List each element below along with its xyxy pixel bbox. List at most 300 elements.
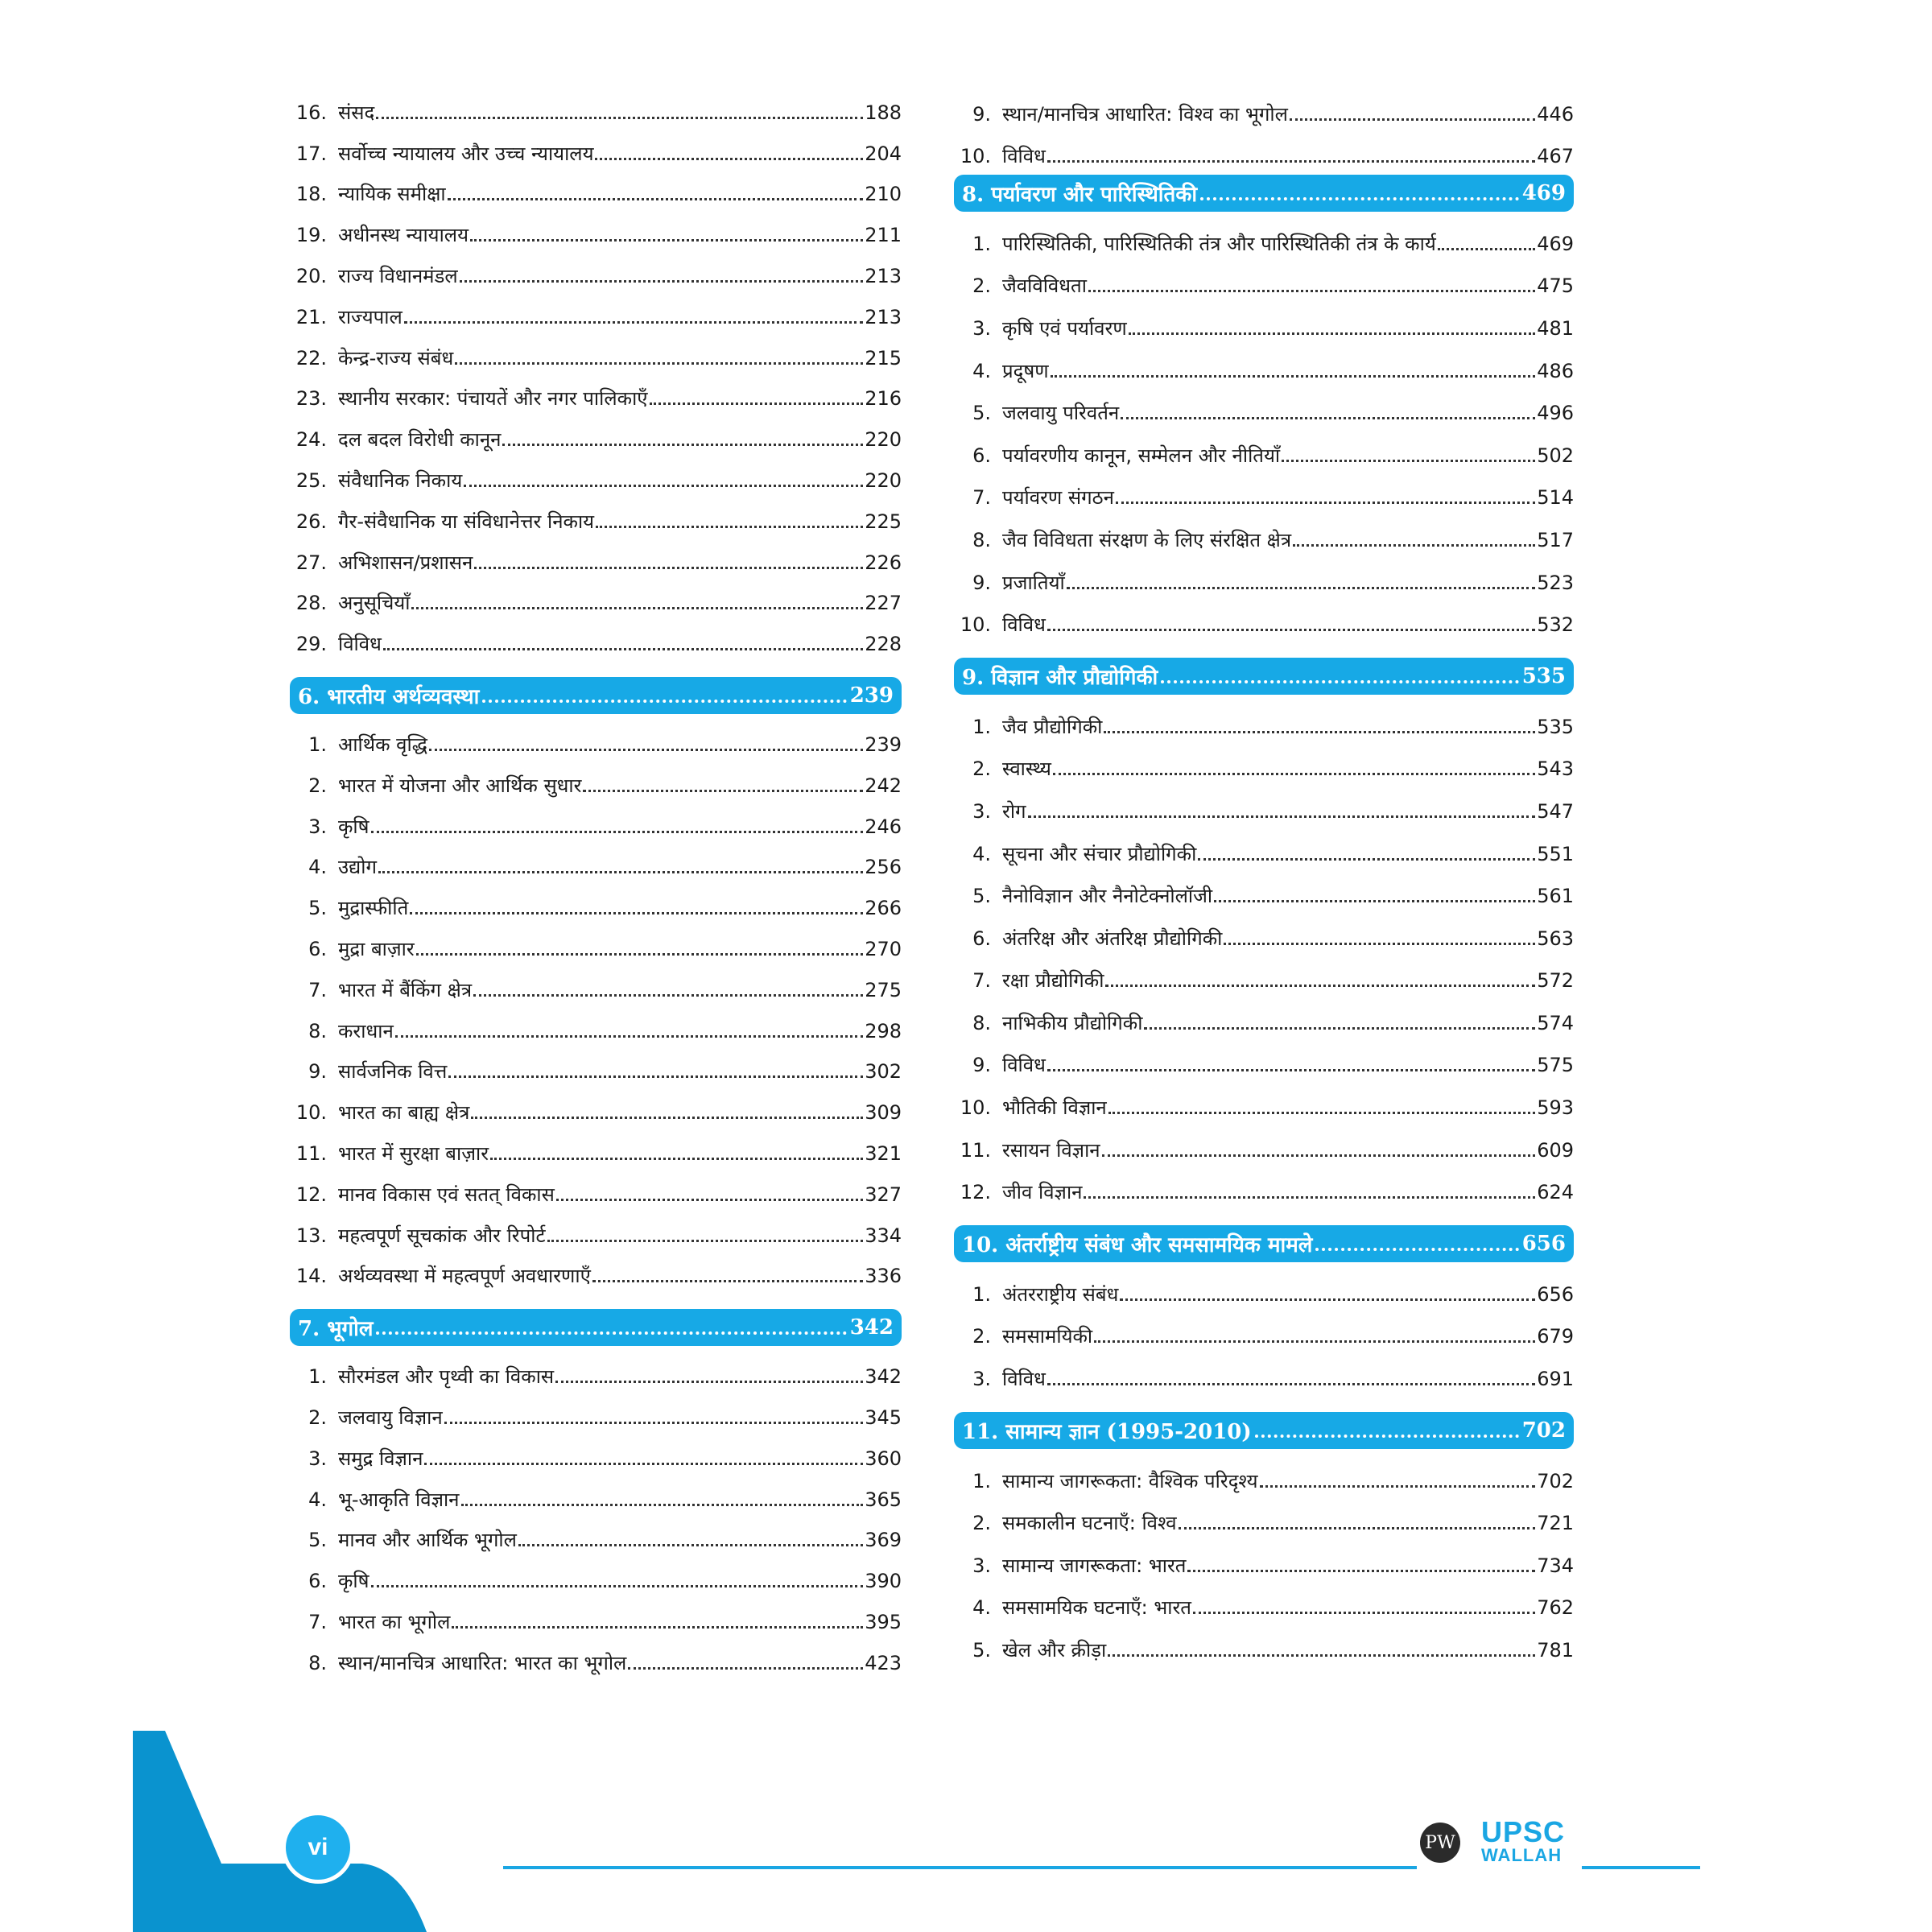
toc-entry[interactable] xyxy=(954,866,1574,909)
toc-entry-title: समसामयिकी xyxy=(1002,1325,1093,1348)
toc-entry-title: स्थान/मानचित्र आधारित: विश्व का भूगोल xyxy=(1002,102,1288,126)
toc-entry-number: 5. xyxy=(972,1639,991,1662)
toc-entry-title: नैनोविज्ञान और नैनोटेक्नोलॉजी xyxy=(1002,885,1213,908)
toc-entry[interactable] xyxy=(290,1552,902,1593)
toc-entry-title: प्रदूषण xyxy=(1002,359,1049,382)
toc-entry-page: 467 xyxy=(1537,145,1574,168)
toc-entry-number: 23. xyxy=(295,387,327,411)
dot-leader xyxy=(1224,943,1535,945)
dot-leader xyxy=(1051,375,1536,378)
toc-entry[interactable] xyxy=(290,1125,902,1166)
toc-entry-number: 1. xyxy=(308,733,327,756)
toc-entry-number: 7. xyxy=(308,978,327,1001)
toc-entry-page: 321 xyxy=(865,1141,902,1165)
toc-entry-number: 2. xyxy=(972,275,991,298)
toc-entry-page: 517 xyxy=(1537,528,1574,551)
toc-entry[interactable] xyxy=(954,1348,1574,1391)
toc-entry-number: 1. xyxy=(972,1469,991,1492)
toc-entry-title: सौरमंडल और पृथ्वी का विकास xyxy=(338,1365,555,1389)
toc-entry-page: 242 xyxy=(865,774,902,797)
toc-entry[interactable] xyxy=(954,341,1574,383)
toc-entry-number: 6. xyxy=(308,937,327,960)
toc-entry-page: 574 xyxy=(1537,1011,1574,1034)
toc-entry-page: 220 xyxy=(865,428,902,452)
toc-entry-page: 702 xyxy=(1537,1469,1574,1492)
toc-entry-number: 29. xyxy=(295,633,327,656)
toc-entry-number: 5. xyxy=(972,885,991,908)
toc-entry-number: 18. xyxy=(295,183,327,206)
toc-entry-page: 691 xyxy=(1537,1368,1574,1391)
toc-entry[interactable] xyxy=(290,757,902,798)
dot-leader xyxy=(460,280,864,283)
toc-entry-title: विविध xyxy=(1002,1054,1046,1077)
toc-entry-number: 4. xyxy=(972,1596,991,1620)
dot-leader xyxy=(411,607,863,609)
toc-entry[interactable] xyxy=(954,468,1574,510)
toc-entry-page: 575 xyxy=(1537,1054,1574,1077)
toc-entry[interactable] xyxy=(954,1451,1574,1493)
toc-entry[interactable] xyxy=(290,166,902,207)
toc-entry-number: 2. xyxy=(972,1512,991,1535)
toc-entry[interactable] xyxy=(290,1043,902,1084)
toc-entry-page: 502 xyxy=(1537,444,1574,467)
toc-entry-title: रसायन विज्ञान xyxy=(1002,1138,1100,1162)
brand-logo-text: PW xyxy=(1425,1832,1455,1853)
toc-entry-title: जलवायु विज्ञान xyxy=(338,1406,443,1429)
toc-entry-number: 9. xyxy=(972,571,991,594)
page-number-badge xyxy=(282,1811,354,1884)
toc-entry[interactable] xyxy=(290,1471,902,1512)
dot-leader xyxy=(371,831,864,833)
toc-entry[interactable] xyxy=(954,908,1574,951)
toc-entry-title: भौतिकी विज्ञान xyxy=(1002,1096,1107,1120)
toc-entry-title: जलवायु परिवर्तन xyxy=(1002,402,1120,425)
toc-entry[interactable] xyxy=(290,575,902,616)
dot-leader xyxy=(1053,773,1535,775)
toc-entry-title: विविध xyxy=(1002,145,1046,168)
toc-entry-page: 446 xyxy=(1537,102,1574,126)
section-heading-title: 10. अंतर्राष्ट्रीय संबंध और समसामयिक मामले xyxy=(962,1233,1313,1258)
toc-entry[interactable] xyxy=(290,716,902,757)
toc-entry-title: प्रजातियाँ xyxy=(1002,571,1065,594)
toc-entry-number: 2. xyxy=(308,1406,327,1429)
toc-entry[interactable] xyxy=(290,1166,902,1207)
toc-entry-page: 481 xyxy=(1537,316,1574,340)
toc-entry-page: 593 xyxy=(1537,1096,1574,1120)
toc-entry-title: गैर-संवैधानिक या संविधानेत्तर निकाय xyxy=(338,510,595,533)
toc-entry-number: 1. xyxy=(972,1282,991,1306)
toc-entry-number: 8. xyxy=(308,1019,327,1042)
toc-entry[interactable] xyxy=(954,383,1574,426)
toc-entry-title: मुद्रास्फीति xyxy=(338,897,409,920)
toc-entry-number: 5. xyxy=(308,1529,327,1552)
dot-leader xyxy=(1067,587,1535,589)
toc-entry[interactable] xyxy=(290,1634,902,1675)
toc-entry-page: 204 xyxy=(865,142,902,165)
dot-leader xyxy=(1120,1298,1535,1301)
toc-entry[interactable] xyxy=(954,298,1574,341)
toc-entry-page: 256 xyxy=(865,856,902,879)
toc-entry-page: 475 xyxy=(1537,275,1574,298)
toc-entry[interactable] xyxy=(954,1493,1574,1536)
toc-entry-page: 469 xyxy=(1537,232,1574,255)
toc-entry-number: 28. xyxy=(295,592,327,615)
toc-entry-page: 270 xyxy=(865,937,902,960)
toc-entry[interactable] xyxy=(954,1120,1574,1162)
toc-entry-page: 239 xyxy=(865,733,902,756)
toc-entry-number: 4. xyxy=(972,842,991,865)
toc-entry-page: 275 xyxy=(865,978,902,1001)
toc-entry-page: 395 xyxy=(865,1610,902,1633)
toc-entry[interactable] xyxy=(290,125,902,166)
toc-entry-page: 225 xyxy=(865,510,902,533)
dot-leader xyxy=(448,1075,863,1078)
toc-entry[interactable] xyxy=(290,329,902,370)
toc-entry[interactable] xyxy=(954,951,1574,993)
dot-leader xyxy=(448,198,864,200)
toc-entry-page: 551 xyxy=(1537,842,1574,865)
toc-entry[interactable] xyxy=(954,1307,1574,1349)
toc-entry-page: 535 xyxy=(1537,715,1574,738)
toc-entry-number: 2. xyxy=(308,774,327,797)
section-heading-title: 7. भूगोल xyxy=(298,1317,374,1342)
toc-entry-page: 360 xyxy=(865,1447,902,1470)
toc-entry-page: 563 xyxy=(1537,927,1574,950)
toc-entry-page: 298 xyxy=(865,1019,902,1042)
toc-entry[interactable] xyxy=(290,879,902,920)
toc-entry[interactable] xyxy=(954,993,1574,1035)
toc-entry[interactable] xyxy=(290,1593,902,1634)
toc-entry-title: रक्षा प्रौद्योगिकी xyxy=(1002,969,1104,993)
toc-entry-number: 9. xyxy=(972,1054,991,1077)
toc-entry-page: 336 xyxy=(865,1265,902,1288)
toc-entry[interactable] xyxy=(954,781,1574,824)
toc-entry-page: 734 xyxy=(1537,1554,1574,1577)
toc-entry-title: जैवविविधता xyxy=(1002,275,1087,298)
toc-entry[interactable] xyxy=(954,552,1574,595)
dot-leader xyxy=(1161,680,1518,683)
toc-entry[interactable] xyxy=(954,824,1574,866)
dot-leader xyxy=(1198,858,1535,861)
dot-leader xyxy=(628,1667,863,1670)
toc-entry-number: 8. xyxy=(972,528,991,551)
toc-entry-number: 6. xyxy=(972,927,991,950)
toc-entry[interactable] xyxy=(954,256,1574,299)
toc-entry-title: जैव विविधता संरक्षण के लिए संरक्षित क्षेत्र xyxy=(1002,528,1292,551)
toc-entry-title: संवैधानिक निकाय xyxy=(338,469,463,492)
toc-entry-page: 781 xyxy=(1537,1639,1574,1662)
toc-entry-number: 11. xyxy=(960,1138,991,1162)
dot-leader xyxy=(592,1280,863,1282)
toc-entry-number: 26. xyxy=(295,510,327,533)
toc-entry[interactable] xyxy=(954,739,1574,782)
toc-entry[interactable] xyxy=(954,696,1574,739)
dot-leader xyxy=(547,1240,864,1242)
toc-entry[interactable] xyxy=(954,1535,1574,1578)
toc-entry[interactable] xyxy=(290,920,902,961)
toc-entry-title: आर्थिक वृद्धि xyxy=(338,733,427,756)
toc-entry[interactable] xyxy=(954,1578,1574,1620)
toc-entry[interactable] xyxy=(954,84,1574,126)
toc-entry-page: 656 xyxy=(1537,1282,1574,1306)
toc-entry-title: भारत में योजना और आर्थिक सुधार xyxy=(338,774,582,797)
toc-entry-title: भू-आकृति विज्ञान xyxy=(338,1488,460,1511)
toc-entry[interactable] xyxy=(290,798,902,839)
pw-logo-icon xyxy=(1420,1823,1460,1863)
toc-entry[interactable] xyxy=(290,839,902,880)
toc-entry-title: रोग xyxy=(1002,799,1026,823)
dot-leader xyxy=(1260,1485,1536,1488)
toc-entry-number: 1. xyxy=(308,1365,327,1389)
toc-entry-page: 532 xyxy=(1537,613,1574,637)
toc-entry-number: 1. xyxy=(972,715,991,738)
toc-entry-page: 342 xyxy=(865,1365,902,1389)
dot-leader xyxy=(424,1463,863,1465)
toc-entry[interactable] xyxy=(290,1389,902,1430)
toc-entry-title: कृषि xyxy=(338,1570,369,1593)
toc-entry-title: कराधान xyxy=(338,1019,394,1042)
section-heading-page: 342 xyxy=(849,1315,894,1340)
toc-entry-title: विविध xyxy=(1002,613,1046,637)
toc-entry-title: समकालीन घटनाएँ: विश्व xyxy=(1002,1512,1177,1535)
section-heading[interactable] xyxy=(954,658,1574,695)
toc-entry-number: 2. xyxy=(972,758,991,781)
toc-entry-number: 3. xyxy=(972,1554,991,1577)
toc-entry[interactable] xyxy=(290,1002,902,1043)
toc-entry-number: 10. xyxy=(960,145,991,168)
dot-leader xyxy=(404,321,863,324)
dot-leader xyxy=(518,1544,863,1546)
dot-leader xyxy=(474,567,863,569)
toc-entry-title: भारत में सुरक्षा बाज़ार xyxy=(338,1141,489,1165)
toc-entry-number: 12. xyxy=(960,1181,991,1204)
toc-entry-page: 266 xyxy=(865,897,902,920)
section-heading-page: 469 xyxy=(1521,181,1566,206)
toc-entry[interactable] xyxy=(290,1207,902,1248)
toc-entry-page: 423 xyxy=(865,1651,902,1674)
section-heading-page: 239 xyxy=(849,683,894,708)
dot-leader xyxy=(1315,1248,1518,1251)
toc-entry-title: अर्थव्यवस्था में महत्वपूर्ण अवधारणाएँ xyxy=(338,1265,591,1288)
dot-leader xyxy=(1255,1435,1519,1438)
toc-entry[interactable] xyxy=(290,452,902,493)
dot-leader xyxy=(1028,815,1536,818)
section-heading-title: 11. सामान्य ज्ञान (1995-2010) xyxy=(962,1420,1252,1445)
toc-entry-title: स्थान/मानचित्र आधारित: भारत का भूगोल xyxy=(338,1651,627,1674)
toc-entry-page: 486 xyxy=(1537,359,1574,382)
toc-entry-title: विविध xyxy=(1002,1368,1046,1391)
toc-entry-number: 3. xyxy=(972,799,991,823)
dot-leader xyxy=(502,444,863,446)
toc-entry[interactable] xyxy=(290,1248,902,1289)
toc-entry-title: मुद्रा बाज़ार xyxy=(338,937,415,960)
toc-entry-number: 19. xyxy=(295,224,327,247)
toc-entry-page: 210 xyxy=(865,183,902,206)
toc-entry[interactable] xyxy=(290,288,902,329)
dot-leader xyxy=(490,1158,863,1160)
dot-leader xyxy=(1282,460,1535,462)
toc-entry-title: भारत का बाह्य क्षेत्र xyxy=(338,1101,470,1125)
toc-entry[interactable] xyxy=(290,247,902,288)
toc-entry-title: स्वास्थ्य xyxy=(1002,758,1051,781)
toc-entry[interactable] xyxy=(954,126,1574,169)
dot-leader xyxy=(1108,1112,1535,1114)
toc-entry-page: 721 xyxy=(1537,1512,1574,1535)
dot-leader xyxy=(1200,197,1519,200)
toc-entry[interactable] xyxy=(954,213,1574,256)
toc-entry-title: अभिशासन/प्रशासन xyxy=(338,551,473,574)
toc-entry-title: नाभिकीय प्रौद्योगिकी xyxy=(1002,1011,1143,1034)
dot-leader xyxy=(1179,1527,1536,1530)
section-heading-page: 702 xyxy=(1521,1418,1566,1443)
dot-leader xyxy=(473,994,863,997)
toc-entry-title: भारत में बैंकिंग क्षेत्र xyxy=(338,978,473,1001)
toc-entry[interactable] xyxy=(290,493,902,534)
toc-entry-title: मानव विकास एवं सतत् विकास xyxy=(338,1183,555,1206)
toc-entry-page: 213 xyxy=(865,305,902,328)
dot-leader xyxy=(1084,1196,1535,1199)
toc-entry-title: मानव और आर्थिक भूगोल xyxy=(338,1529,517,1552)
toc-entry[interactable] xyxy=(290,1430,902,1471)
dot-leader xyxy=(1088,290,1535,292)
toc-entry-number: 6. xyxy=(308,1570,327,1593)
section-heading[interactable] xyxy=(954,1412,1574,1449)
dot-leader xyxy=(395,1035,863,1038)
toc-entry-number: 5. xyxy=(972,402,991,425)
dot-leader xyxy=(1214,900,1535,902)
toc-entry-number: 9. xyxy=(308,1060,327,1084)
toc-entry-page: 334 xyxy=(865,1224,902,1247)
toc-entry-number: 7. xyxy=(972,969,991,993)
dot-leader xyxy=(376,1331,846,1335)
toc-entry-number: 5. xyxy=(308,897,327,920)
dot-leader xyxy=(1438,248,1535,250)
section-heading-title: 9. विज्ञान और प्रौद्योगिकी xyxy=(962,666,1158,691)
toc-entry-title: समसामयिक घटनाएँ: भारत xyxy=(1002,1596,1191,1620)
toc-entry[interactable] xyxy=(290,1348,902,1389)
dot-leader xyxy=(461,1504,864,1506)
toc-entry-number: 2. xyxy=(972,1325,991,1348)
dot-leader xyxy=(444,1422,864,1424)
toc-entry[interactable] xyxy=(954,1035,1574,1078)
dot-leader xyxy=(410,912,863,914)
toc-entry-page: 572 xyxy=(1537,969,1574,993)
page-number: vi xyxy=(308,1834,328,1860)
section-heading[interactable] xyxy=(954,1225,1574,1262)
toc-entry[interactable] xyxy=(954,595,1574,638)
toc-entry-title: सार्वजनिक वित्त xyxy=(338,1060,448,1084)
toc-entry[interactable] xyxy=(954,1264,1574,1307)
dot-leader xyxy=(1047,629,1535,631)
toc-entry-page: 609 xyxy=(1537,1138,1574,1162)
brand-sub: WALLAH xyxy=(1481,1845,1563,1865)
toc-entry[interactable] xyxy=(290,411,902,452)
toc-entry-number: 4. xyxy=(308,1488,327,1511)
toc-entry-number: 14. xyxy=(295,1265,327,1288)
toc-entry-page: 188 xyxy=(865,101,902,124)
toc-entry-number: 21. xyxy=(295,305,327,328)
toc-entry[interactable] xyxy=(954,1620,1574,1662)
toc-entry-page: 227 xyxy=(865,592,902,615)
toc-entry-title: अंतरराष्ट्रीय संबंध xyxy=(1002,1282,1119,1306)
toc-entry-page: 345 xyxy=(865,1406,902,1429)
toc-entry[interactable] xyxy=(954,425,1574,468)
toc-entry-title: न्यायिक समीक्षा xyxy=(338,183,446,206)
toc-entry-number: 10. xyxy=(960,1096,991,1120)
dot-leader xyxy=(371,1585,864,1587)
toc-entry-page: 216 xyxy=(865,387,902,411)
dot-leader xyxy=(1187,1570,1535,1572)
toc-entry-title: अनुसूचियाँ xyxy=(338,592,411,615)
toc-entry-title: सर्वोच्च न्यायालय और उच्च न्यायालय xyxy=(338,142,594,165)
dot-leader xyxy=(455,362,863,365)
toc-entry-title: संसद xyxy=(338,101,375,124)
toc-entry[interactable] xyxy=(954,510,1574,552)
dot-leader xyxy=(1102,1154,1536,1157)
toc-entry[interactable] xyxy=(290,84,902,125)
toc-entry-number: 10. xyxy=(960,613,991,637)
toc-entry-title: कृषि एवं पर्यावरण xyxy=(1002,316,1127,340)
toc-entry-number: 9. xyxy=(972,102,991,126)
toc-entry-page: 523 xyxy=(1537,571,1574,594)
toc-entry-title: पारिस्थितिकी, पारिस्थितिकी तंत्र और पारिस्थितिकी तंत्र के कार्य xyxy=(1002,232,1436,255)
toc-entry-title: भारत का भूगोल xyxy=(338,1610,451,1633)
section-heading[interactable] xyxy=(290,1309,902,1346)
toc-entry-title: पर्यावरणीय कानून, सम्मेलन और नीतियाँ xyxy=(1002,444,1281,467)
dot-leader xyxy=(383,648,863,650)
toc-entry[interactable] xyxy=(290,1512,902,1553)
section-heading[interactable] xyxy=(290,677,902,714)
toc-entry-number: 25. xyxy=(295,469,327,492)
toc-entry[interactable] xyxy=(290,615,902,656)
dot-leader xyxy=(1144,1027,1535,1030)
toc-entry-title: उद्योग xyxy=(338,856,377,879)
toc-entry-title: सामान्य जागरूकता: भारत xyxy=(1002,1554,1187,1577)
toc-entry-page: 327 xyxy=(865,1183,902,1206)
toc-entry[interactable] xyxy=(954,1162,1574,1205)
toc-entry-page: 228 xyxy=(865,633,902,656)
dot-leader xyxy=(1094,1340,1535,1343)
toc-left-column xyxy=(290,84,902,1675)
dot-leader xyxy=(595,158,863,160)
toc-entry-number: 8. xyxy=(308,1651,327,1674)
toc-entry-title: कृषि xyxy=(338,815,369,838)
toc-entry-title: जैव प्रौद्योगिकी xyxy=(1002,715,1103,738)
toc-entry-number: 3. xyxy=(308,1447,327,1470)
toc-entry-page: 369 xyxy=(865,1529,902,1552)
toc-entry[interactable] xyxy=(290,206,902,247)
toc-right-column xyxy=(954,84,1574,1662)
section-heading-page: 656 xyxy=(1521,1232,1566,1257)
toc-entry-title: अधीनस्थ न्यायालय xyxy=(338,224,469,247)
brand-name: UPSC xyxy=(1481,1815,1566,1848)
toc-entry[interactable] xyxy=(954,1077,1574,1120)
dot-leader xyxy=(1293,544,1535,547)
dot-leader xyxy=(1193,1612,1535,1614)
dot-leader xyxy=(1047,1383,1535,1385)
toc-entry-number: 22. xyxy=(295,346,327,369)
toc-entry[interactable] xyxy=(290,961,902,1002)
toc-entry[interactable] xyxy=(290,1084,902,1125)
toc-entry-page: 246 xyxy=(865,815,902,838)
toc-entry[interactable] xyxy=(290,370,902,411)
dot-leader xyxy=(471,1117,863,1119)
dot-leader xyxy=(452,1626,863,1629)
section-heading-page: 535 xyxy=(1521,664,1566,689)
section-heading[interactable] xyxy=(954,175,1574,212)
dot-leader xyxy=(596,526,863,528)
toc-entry[interactable] xyxy=(290,534,902,575)
